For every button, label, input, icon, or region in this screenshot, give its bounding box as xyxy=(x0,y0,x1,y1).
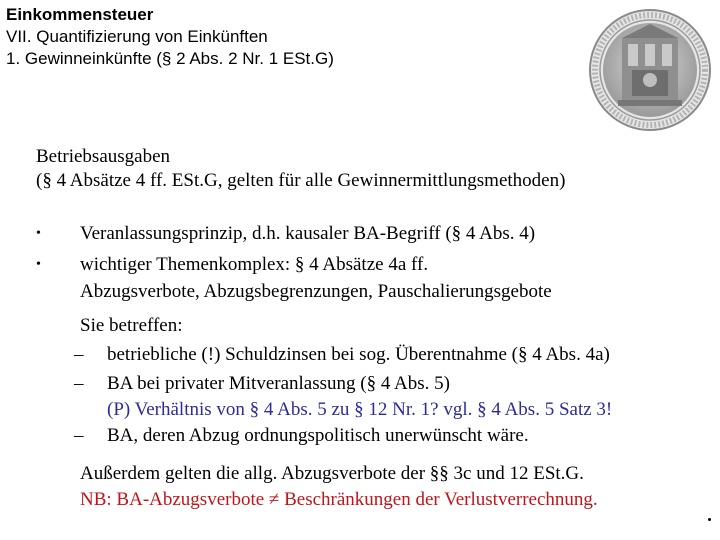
bullet-continuation: Abzugsverbote, Abzugsbegrenzungen, Pauschalierungsgebote xyxy=(80,281,552,302)
dash-marker: – xyxy=(74,344,84,365)
dash-marker: – xyxy=(74,373,84,394)
intro-reference: (§ 4 Absätze 4 ff. ESt.G, gelten für alle Gewinnermittlungsmethoden) xyxy=(36,170,566,191)
dash-item: betriebliche (!) Schuldzinsen bei sog. Überentnahme (§ 4 Abs. 4a) xyxy=(107,344,610,365)
header-section: 1. Gewinneinkünfte (§ 2 Abs. 2 Nr. 1 ESt.G) xyxy=(6,49,334,68)
dash-marker: – xyxy=(74,425,84,446)
header-subtitle: VII. Quantifizierung von Einkünften xyxy=(6,27,268,46)
intro-heading: Betriebsausgaben xyxy=(36,146,171,167)
bullet-text: Veranlassungsprinzip, d.h. kausaler BA-Begriff (§ 4 Abs. 4) xyxy=(80,223,536,244)
footer-note: Außerdem gelten die allg. Abzugsverbote der §§ 3c und 12 ESt.G. xyxy=(80,463,584,484)
slide-dot xyxy=(708,518,711,521)
bullet-marker: • xyxy=(36,226,41,241)
header-title: Einkommensteuer xyxy=(6,5,154,24)
bullet-continuation: Sie betreffen: xyxy=(80,315,183,336)
dash-item: BA, deren Abzug ordnungspolitisch unerwünscht wäre. xyxy=(107,425,529,446)
bullet-marker: • xyxy=(36,257,41,272)
dash-item: BA bei privater Mitveranlassung (§ 4 Abs. 5) xyxy=(107,373,451,394)
bullet-text: wichtiger Themenkomplex: § 4 Absätze 4a ff. xyxy=(80,254,429,275)
problem-note: (P) Verhältnis von § 4 Abs. 5 zu § 12 Nr. 1? vgl. § 4 Abs. 5 Satz 3! xyxy=(107,399,613,420)
nb-note: NB: BA-Abzugsverbote ≠ Beschränkungen der Verlustverrechnung. xyxy=(80,489,598,510)
